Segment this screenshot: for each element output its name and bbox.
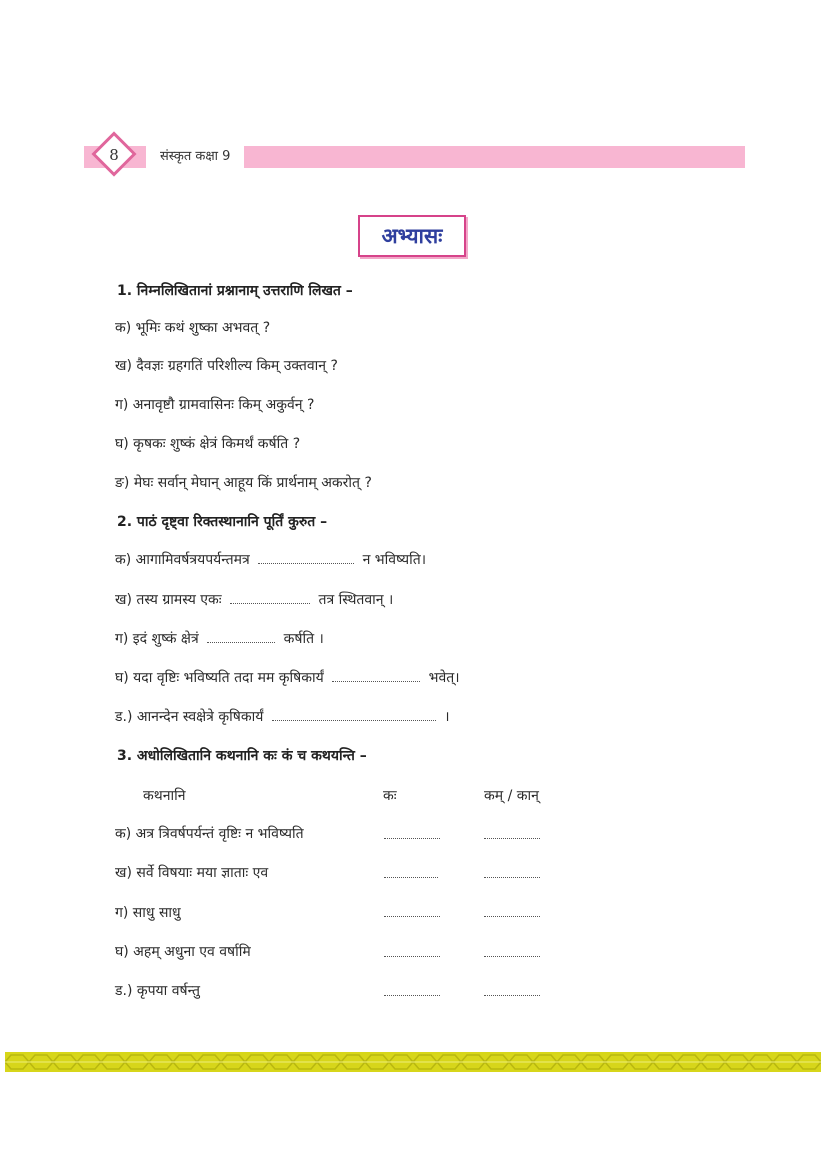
fill-text-after: भवेत्।	[428, 670, 460, 686]
section2-item	[115, 707, 450, 727]
section1-heading: 1. निम्नलिखितानां प्रश्नानाम् उत्तराणि लिखत –	[117, 283, 353, 299]
section3-heading: 3. अधोलिखितानि कथनानि कः कं च कथयन्ति –	[117, 748, 367, 764]
section1-question: क) भूमिः कथं शुष्का अभवत् ?	[115, 320, 271, 336]
footer-pattern-icon	[5, 1052, 821, 1072]
section2-heading: 2. पाठं दृष्ट्वा रिक्तस्थानानि पूर्तिं कुरुत –	[117, 514, 328, 530]
section1-question: ङ) मेघः सर्वान् मेघान् आहूय किं प्रार्थनाम् अकरोत् ?	[115, 475, 372, 491]
fill-text-after: तत्र स्थितवान् ।	[318, 592, 394, 608]
column-header-statements: कथनानि	[143, 788, 186, 804]
blank-line	[272, 708, 436, 721]
page-number: 8	[109, 146, 119, 164]
blank-line	[384, 946, 440, 957]
blank-line	[484, 906, 540, 917]
blank-line	[384, 867, 438, 878]
footer-decorative-band	[5, 1052, 821, 1072]
fill-text-before: ग) इदं शुष्कं क्षेत्रं	[115, 631, 199, 647]
section3-row: क) अत्र त्रिवर्षपर्यन्तं वृष्टिः न भविष्यति	[115, 826, 304, 842]
fill-text-before: घ) यदा वृष्टिः भविष्यति तदा मम कृषिकार्यं	[115, 670, 324, 686]
fill-text-after: न भविष्यति।	[362, 552, 427, 568]
section2-item	[115, 550, 426, 570]
fill-text-after: कर्षति ।	[283, 631, 324, 647]
blank-line	[484, 985, 540, 996]
column-header-who: कः	[383, 788, 397, 804]
section3-row: ग) साधु साधु	[115, 905, 181, 921]
blank-line	[332, 669, 420, 682]
blank-line	[384, 985, 440, 996]
section1-question: ग) अनावृष्टौ ग्रामवासिनः किम् अकुर्वन् ?	[115, 397, 315, 413]
blank-line	[384, 906, 440, 917]
exercise-title: अभ्यासः	[358, 215, 466, 257]
section2-item	[115, 629, 324, 649]
blank-line	[484, 867, 540, 878]
blank-line	[484, 828, 540, 839]
blank-line	[484, 946, 540, 957]
section3-row: घ) अहम् अधुना एव वर्षामि	[115, 944, 251, 960]
section3-row: ड.) कृपया वर्षन्तु	[115, 983, 200, 999]
blank-line	[230, 591, 310, 604]
section3-row: ख) सर्वे विषयाः मया ज्ञाताः एव	[115, 865, 269, 881]
section1-question: घ) कृषकः शुष्कं क्षेत्रं किमर्थं कर्षति ?	[115, 436, 301, 452]
section2-item	[115, 668, 460, 688]
fill-text-after: ।	[444, 709, 450, 725]
header-band-right	[244, 146, 745, 168]
fill-text-before: ड.) आनन्देन स्वक्षेत्रे कृषिकार्यं	[115, 709, 264, 725]
section1-question: ख) दैवज्ञः ग्रहगतिं परिशील्य किम् उक्तवान् ?	[115, 358, 338, 374]
book-title: संस्कृत कक्षा 9	[160, 149, 231, 164]
blank-line	[207, 630, 275, 643]
section2-item	[115, 590, 393, 610]
fill-text-before: क) आगामिवर्षत्रयपर्यन्तमत्र	[115, 552, 250, 568]
fill-text-before: ख) तस्य ग्रामस्य एकः	[115, 592, 222, 608]
blank-line	[384, 828, 440, 839]
column-header-whom: कम् / कान्	[484, 788, 539, 804]
blank-line	[258, 551, 354, 564]
